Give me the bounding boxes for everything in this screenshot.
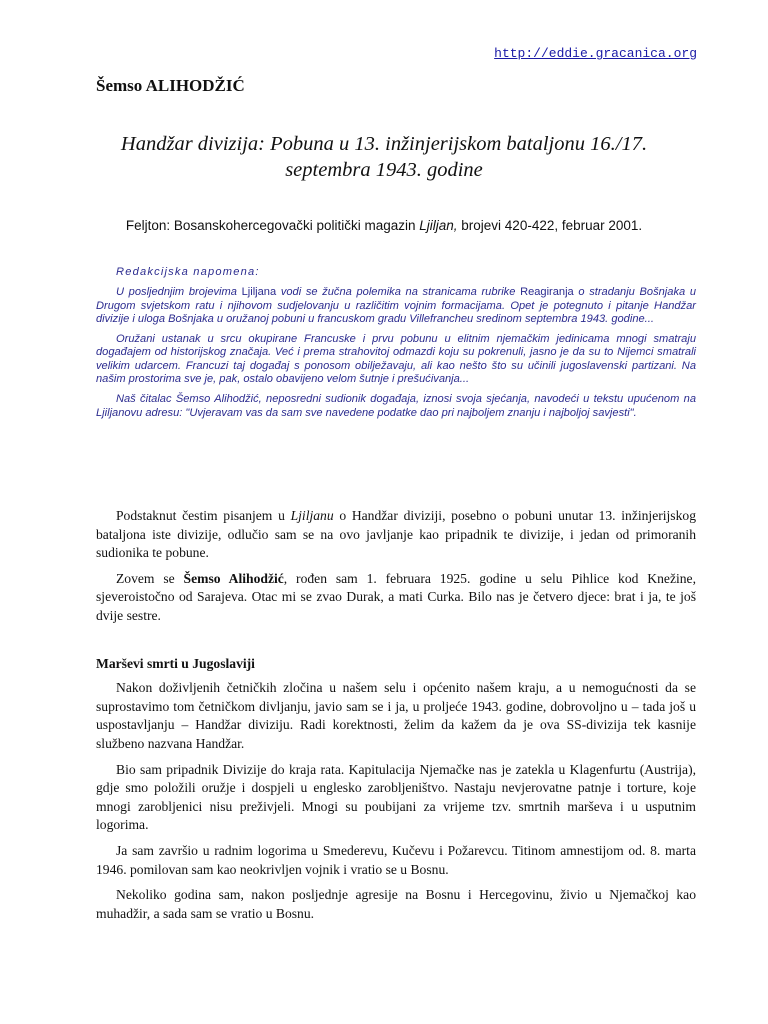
body-paragraph-5: Ja sam završio u radnim logorima u Smederevu, Kučevu i Požarevcu. Titinom amnestijom od. 8. marta 1946. pomilovan sam kao neokrivljen vojnik i vratio se u Bosnu. (96, 842, 696, 877)
editorial-paragraph-3: Naš čitalac Šemso Alihodžić, neposredni sudionik događaja, iznosi svoja sjećanja, navodeći u tekstu upućenom na Ljiljanovu adresu: "Uvjeravam vas da sam sve navedene podatke dao pri najboljem znanju i najboljoj savjesti". (96, 393, 696, 419)
body-p1-text-a: Podstaknut čestim pisanjem u (116, 508, 291, 523)
feljton-prefix: Feljton: Bosanskohercegovački politički magazin (125, 218, 420, 233)
body-paragraph-1 (96, 507, 696, 563)
editorial-paragraph-1 (96, 286, 696, 326)
body-paragraph-2 (96, 570, 696, 626)
editorial-p1-text-a: U posljednjim brojevima (116, 286, 242, 299)
editorial-p1-magazine: Ljiljana (241, 286, 277, 299)
body-paragraph-3: Nakon doživljenih četničkih zločina u našem selu i općenito našem kraju, a u nemogućnosti da se suprostavimo tom četničkom divljanju, javio sam se i ja, u proljeće 1943. godine, dobrovoljno u – tada još u uspostavljanju – Handžar diviziju. Radi korektnosti, želim da kažem da je ova SS-divizija tek kasnije službeno nazvana Handžar. (96, 680, 696, 751)
title-line-2: septembra 1943. godine (285, 159, 483, 181)
body-paragraph-4: Bio sam pripadnik Divizije do kraja rata. Kapitulacija Njemačke nas je zatekla u Klagenfurtu (Austrija), gdje smo položili oružje i dospjeli u englesko zarobljeništvo. Nastaju nevjerovatne patnje i torture, koje mnogi zarobljenici nisu preživjeli. Mnogi su poubijani za vrijeme tzv. smrtnih marševa i u usputnim logorima. (96, 761, 696, 833)
feljton-source-line (70, 218, 698, 233)
article-body (96, 507, 696, 930)
body-p1-text-b: o Handžar diviziji, posebno o pobuni unutar 13. inžinjerijskog bataljona iste divizije, odlučio sam se na ovo javljanje kao pripadnik te divizije, i jedan od primoranih sudionika te pobune. (96, 508, 696, 561)
body-p2-text-b: , rođen sam 1. februara 1925. godine u selu Pihlice kod Knežine, sjeveroistočno od Sarajeva. Otac mi se zvao Durak, a mati Curka. Bilo nas je četvero djece: brat i ja, te još dvije sestre. (96, 570, 696, 623)
editorial-p1-text-b: vodi se žučna polemika na stranicama rubrike (276, 286, 521, 299)
editorial-note (96, 266, 696, 427)
editorial-heading: Redakcijska napomena: (116, 266, 260, 278)
feljton-suffix: brojevi 420-422, februar 2001. (457, 218, 643, 233)
article-title (70, 131, 698, 183)
body-p1-magazine: Ljiljanu (290, 508, 334, 523)
section-heading: Marševi smrti u Jugoslaviji (96, 655, 255, 671)
body-p2-text-a: Zovem se (116, 570, 184, 586)
editorial-p1-text-c: o stradanju Bošnjaka u Drugom svjetskom ratu i njihovom sudjelovanju u različitim vojnim formacijama. Opet je potegnuto i pitanje Handžar divizije i uloga Bošnjaka u oružanoj pobuni u francuskom gradu Villefrancheu sredinom septembra 1943. godine... (96, 286, 696, 325)
editorial-p1-rubric: Reagiranja (520, 286, 574, 299)
body-p2-author-name: Šemso Alihodžić (183, 570, 284, 586)
title-line-1: Handžar divizija: Pobuna u 13. inžinjerijskom bataljonu 16./17. (120, 133, 648, 155)
source-url-link[interactable]: http://eddie.gracanica.org (494, 46, 697, 61)
author-name: Šemso ALIHODŽIĆ (96, 76, 245, 95)
editorial-paragraph-2: Oružani ustanak u srcu okupirane Francuske i prvu pobunu u elitnim njemačkim jedinicama mnogi smatraju događajem od historijskog značaja. Već i prema strahovitoj odmazdi koju su pokrenuli, jasno je da su to Nijemci smatrali velikim udarcem. Francuzi taj događaj s ponosom obilježavaju, ali kao nešto što su učinili jugoslavenski partizani. Na našim prostorima sve je, pak, ostalo obavijeno velom šutnje i prešućivanja... (96, 333, 696, 386)
body-paragraph-6: Nekoliko godina sam, nakon posljednje agresije na Bosnu i Hercegovinu, živio u Njemačkoj kao muhadžir, a sada sam se vratio u Bosnu. (96, 887, 696, 921)
feljton-magazine-name: Ljiljan, (419, 218, 458, 233)
